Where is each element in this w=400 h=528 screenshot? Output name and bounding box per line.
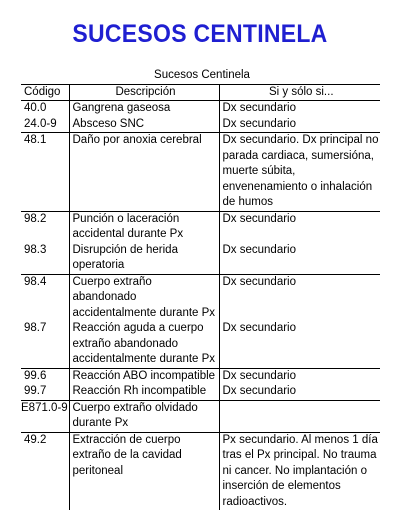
row-code: 98.3	[21, 243, 69, 275]
table-row	[21, 368, 380, 384]
row-condition: Px secundario. Al menos 1 día tras el Px principal. No trauma ni cancer. No implantación o inserción de elementos radioactivos.	[219, 432, 380, 510]
row-condition: Dx secundario	[219, 274, 380, 321]
row-code: 24.0-9	[21, 117, 69, 133]
row-description: Reacción ABO incompatible	[69, 368, 219, 384]
table-row	[21, 133, 380, 212]
table-row	[21, 274, 380, 321]
header-description: Descripción	[69, 84, 219, 101]
row-description: Cuerpo extraño abandonado accidentalmente durante Px	[69, 274, 219, 321]
row-description: Gangrena gaseosa	[69, 101, 219, 117]
row-code: 99.6	[21, 368, 69, 384]
row-code: 48.1	[21, 133, 69, 212]
row-condition: Dx secundario. Dx principal no parada cardiaca, sumersióna, muerte súbita, envenenamiento o inhalación de humos	[219, 133, 380, 212]
table-row	[21, 384, 380, 400]
row-condition: Dx secundario	[219, 101, 380, 117]
table-row	[21, 101, 380, 117]
row-description: Absceso SNC	[69, 117, 219, 133]
row-description: Disrupción de herida operatoria	[69, 243, 219, 275]
row-description: Daño por anoxia cerebral	[69, 133, 219, 212]
page-title: SUCESOS CENTINELA	[72, 20, 328, 48]
row-condition: Dx secundario	[219, 321, 380, 368]
row-code: 98.7	[21, 321, 69, 368]
row-condition: Dx secundario	[219, 243, 380, 275]
table-row	[21, 243, 380, 275]
table-row	[21, 211, 380, 243]
row-condition: Dx secundario	[219, 384, 380, 400]
row-code: E871.0-9	[21, 400, 69, 432]
table-row	[21, 432, 380, 510]
row-description: Reacción Rh incompatible	[69, 384, 219, 400]
row-description: Reacción aguda a cuerpo extraño abandonado accidentalmente durante Px	[69, 321, 219, 368]
table-header-row	[21, 84, 380, 101]
row-code: 98.2	[21, 211, 69, 243]
header-code: Código	[21, 84, 69, 101]
row-code: 40.0	[21, 101, 69, 117]
table-row	[21, 117, 380, 133]
table-row	[21, 400, 380, 432]
row-code: 99.7	[21, 384, 69, 400]
table-caption: Sucesos Centinela	[21, 68, 380, 84]
row-condition: Dx secundario	[219, 368, 380, 384]
sentinel-events-table	[21, 68, 380, 510]
row-description: Cuerpo extraño olvidado durante Px	[69, 400, 219, 432]
row-description: Extracción de cuerpo extraño de la cavidad peritoneal	[69, 432, 219, 510]
table-row	[21, 321, 380, 368]
header-condition: Si y sólo si...	[219, 84, 380, 101]
row-condition: Dx secundario	[219, 211, 380, 243]
row-condition: Dx secundario	[219, 117, 380, 133]
row-code: 49.2	[21, 432, 69, 510]
row-description: Punción o laceración accidental durante Px	[69, 211, 219, 243]
row-condition	[219, 400, 380, 432]
row-code: 98.4	[21, 274, 69, 321]
